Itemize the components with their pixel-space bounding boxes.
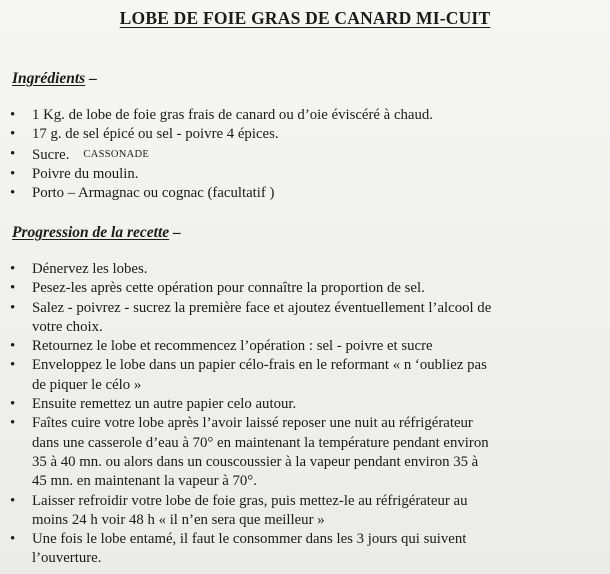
recipe-step bbox=[10, 492, 590, 531]
recipe-step-line: moins 24 h voir 48 h « il n’en sera que meilleur » bbox=[32, 511, 325, 528]
ingredient-item bbox=[10, 184, 590, 203]
recipe-step-line: de piquer le célo » bbox=[32, 376, 142, 393]
ingredient-item bbox=[10, 125, 590, 144]
recipe-step-line: votre choix. bbox=[32, 318, 103, 335]
ingredients-heading-dash: – bbox=[85, 70, 97, 87]
recipe-step bbox=[10, 299, 590, 338]
ingredient-item bbox=[10, 165, 590, 184]
recipe-heading-dash: – bbox=[169, 224, 181, 241]
recipe-step bbox=[10, 530, 590, 569]
recipe-step bbox=[10, 337, 590, 356]
recipe-step-line: dans une casserole d’eau à 70° en maintenant la température pendant environ bbox=[32, 434, 489, 451]
recipe-title bbox=[0, 8, 610, 29]
ingredient-text: Sucre. bbox=[32, 146, 70, 163]
ingredient-text: 1 Kg. de lobe de foie gras frais de canard ou d’oie éviscéré à chaud. bbox=[32, 107, 433, 123]
ingredient-text: Poivre du moulin. bbox=[32, 165, 139, 182]
recipe-step-line: • Une fois le lobe entamé, il faut le consommer dans les 3 jours qui suivent bbox=[32, 531, 467, 548]
recipe-steps-list bbox=[10, 260, 590, 569]
ingredients-list bbox=[10, 106, 590, 203]
ingredient-item bbox=[10, 145, 590, 165]
recipe-step-line: • Enveloppez le lobe dans un papier célo-frais en le reformant « n ‘oubliez pas bbox=[32, 357, 487, 374]
recipe-step-line: • Pesez-les après cette opération pour connaître la proportion de sel. bbox=[32, 280, 425, 297]
ingredient-item bbox=[10, 106, 590, 125]
recipe-step bbox=[10, 279, 590, 298]
ingredient-text: 17 g. de sel épicé ou sel - poivre 4 épices. bbox=[32, 126, 279, 143]
recipe-step bbox=[10, 356, 590, 395]
ingredient-text: Porto – Armagnac ou cognac (facultatif ) bbox=[32, 185, 275, 202]
recipe-step bbox=[10, 414, 590, 491]
ingredients-heading bbox=[12, 70, 97, 88]
sugar-note: CASSONADE bbox=[83, 148, 150, 160]
recipe-step-line: 45 mn. en maintenant la vapeur à 70°. bbox=[32, 473, 257, 490]
recipe-step-line: • Dénervez les lobes. bbox=[32, 261, 148, 277]
recipe-step-line: • Retournez le lobe et recommencez l’opération : sel - poivre et sucre bbox=[32, 338, 433, 355]
recipe-heading bbox=[12, 224, 181, 242]
recipe-heading-text: Progression de la recette bbox=[12, 224, 170, 241]
recipe-step-line: • Salez - poivrez - sucrez la première face et ajoutez éventuellement l’alcool de bbox=[32, 299, 492, 316]
recipe-step-line: 35 à 40 mn. ou alors dans un couscoussier à la vapeur pendant environ 35 à bbox=[32, 453, 479, 470]
ingredients-heading-text: Ingrédients bbox=[12, 70, 86, 87]
recipe-title-text: LOBE DE FOIE GRAS DE CANARD MI-CUIT bbox=[119, 8, 491, 28]
recipe-step bbox=[10, 260, 590, 279]
recipe-step-line: • Laisser refroidir votre lobe de foie gras, puis mettez-le au réfrigérateur au bbox=[32, 492, 468, 509]
recipe-step-line: • Faîtes cuire votre lobe après l’avoir laissé reposer une nuit au réfrigérateur bbox=[32, 415, 473, 432]
recipe-step bbox=[10, 395, 590, 414]
recipe-step-line: l’ouverture. bbox=[32, 550, 102, 567]
recipe-step-line: • Ensuite remettez un autre papier celo autour. bbox=[32, 396, 297, 413]
